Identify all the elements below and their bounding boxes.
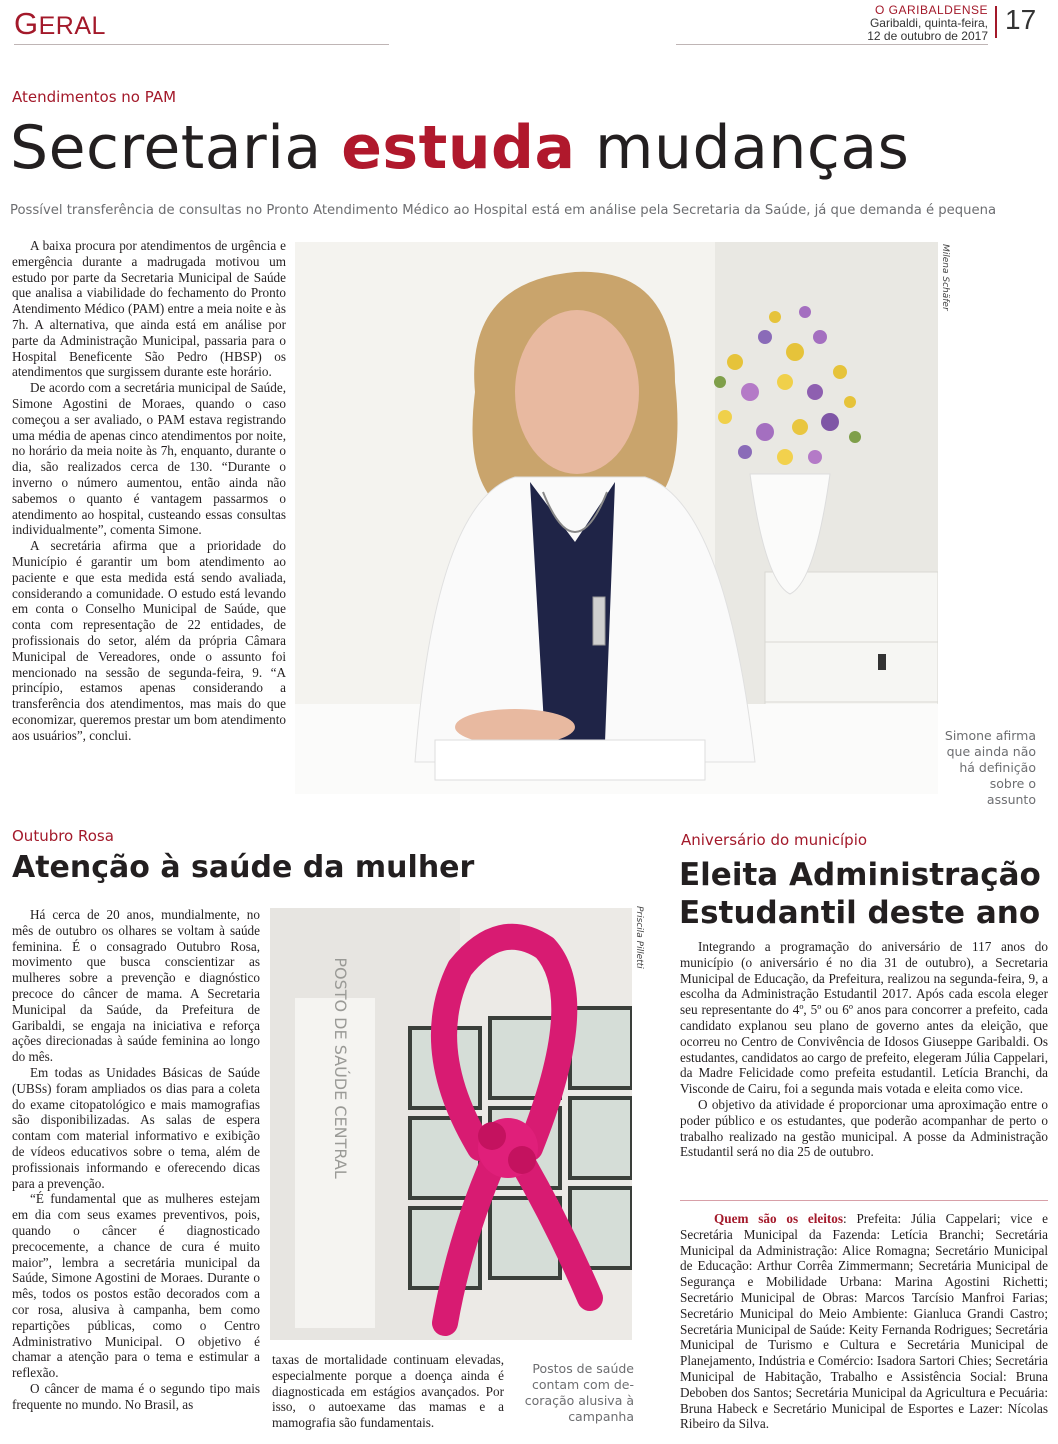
aniversario-kicker: Aniversário do município [681,831,868,849]
issue-date: 12 de outubro de 2017 [867,29,988,43]
secretary-portrait-image [295,242,938,794]
header-rule-right [676,44,988,45]
rosa-body-col1 [12,907,260,1413]
lead-body [12,238,286,744]
pink-ribbon-image [270,908,632,1340]
rosa-paragraph: Há cerca de 20 anos, mundialmente, no mês de outubro os olhares se voltam à saúde feminina. É o consagrado Outubro Rosa, movimento que busca conscientizar as mulheres sobre a prevenção e diagnóstico precoce do câncer de mama. A Secretaria Municipal da Saúde, da Prefeitura de Garibaldi, se engaja na iniciativa e reforça ações direcionadas à saúde feminina ao longo do mês. [12,907,260,1065]
lead-paragraph: A secretária afirma que a prioridade do Município é garantir um bom atendimento ao paciente e que esta medida está sendo avaliada, considerando a comunidade. O estudo está levando em conta o Conselho Municipal de Saúde, que conta com representação de 22 entidades, de profissionais do setor, além da própria Câmara Municipal de Vereadores, onde o assunto foi mencionado na sessão de segunda-feira, 9. “A princípio, estamos apenas considerando a transferência dos atendimentos, mas mais do que economizar, queremos prestar um bom atendimento aos usuários”, conclui. [12,538,286,743]
page-number: 17 [1005,4,1037,35]
rosa-paragraph: Em todas as Unidades Básicas de Saúde (UBSs) foram ampliados os dias para a coleta do exame citopatológico e mais mamografias são disponibilizadas. As salas de espera contam com material informativo e exibição de vídeos educativos sobre o tema, além de profissionais informando e oferecendo dicas para a prevenção. [12,1064,260,1191]
rosa-kicker: Outubro Rosa [12,827,114,845]
rosa-body-col2 [272,1352,504,1431]
rosa-photo [270,908,632,1340]
city-day: Garibaldi, quinta-feira, [869,16,988,30]
lead-photo [295,242,938,794]
page-number-divider [995,6,997,38]
aniversario-headline: Eleita Administração Estudantil deste ano [679,857,1041,931]
publication-name: O GARIBALDENSE [874,3,988,17]
elected-label: Quem são os eleitos [714,1211,844,1226]
lead-photo-credit: Milena Schäfer [940,244,950,311]
elected-list [680,1201,1048,1432]
lead-headline: Secretaria estuda mudanças [10,113,910,183]
lead-paragraph: A baixa procura por atendimentos de urgência e emergência durante a madrugada motivou um estudo por parte da Secretaria Municipal de Saúde que analisa a viabilidade do fechamento do Pronto Atendimento Médico (PAM) entre a meia noite e às 7h. A alternativa, que ainda está em análise por parte da Administração Municipal, passaria para o Hospital Beneficente São Pedro (HBSP) os atendimentos que surgissem durante este horário. [12,238,286,380]
aniversario-paragraph: O objetivo da atividade é proporcionar uma aproximação entre o poder público e os estudantes, que poderão acompanhar de perto o trabalho realizado na gestão municipal. A posse da Administração Estudantil será no dia 25 de outubro. [680,1096,1048,1160]
lead-photo-caption: Simone afirma que ainda não há definição sobre o assunto [944,728,1036,807]
rosa-paragraph: O câncer de mama é o segundo tipo mais frequente no mundo. No Brasil, as [12,1380,260,1412]
lead-kicker: Atendimentos no PAM [12,88,177,106]
rosa-headline: Atenção à saúde da mulher [12,850,475,885]
rosa-photo-caption: Postos de saúde contam com de- coração alusiva à campanha [524,1361,634,1424]
rosa-paragraph: taxas de mortalidade continuam elevadas, especialmente porque a doença ainda é diagnosticada em estágios avançados. Por isso, o autoexame das mamas e a mamografia são fundamentais. [272,1352,504,1431]
rosa-paragraph: “É fundamental que as mulheres estejam em dia com seus exames preventivos, pois, quando o câncer é diagnosticado precocemente, a chance de cura é muito maior”, lembra a secretária municipal da Saúde, Simone Agostini de Moraes. Durante o mês, todos os postos estão decorados com a cor rosa, alusiva à campanha, bem como repartições públicas, como o Centro Administrativo Municipal. O objetivo é chamar a atenção para o tema e estimular a reflexão. [12,1191,260,1381]
rosa-photo-credit: Priscila Pilletti [634,906,644,969]
aniversario-paragraph: Integrando a programação do aniversário de 117 anos do município (o aniversário é no dia 31 de outubro), a Secretaria Municipal de Educação, da Prefeitura, realizou na segunda-feira, 9, a escolha da Administração Estudantil 2017. Após cada escola eleger seu representante do 4º, 5º ou 6º anos para concorrer a prefeito, cada candidato explanou seu plano de governo antes da eleição, que ocorreu no Centro de Convivência de Idosos Giuseppe Garibaldi. Os estudantes, candidatos ao cargo de prefeito, elegeram Júlia Cappelari, da Madre Felicidade como prefeita estudantil. Letícia Branchi, da Visconde de Cairu, foi a segunda mais votada e eleita como vice. [680,939,1048,1097]
elected-box [680,1200,1048,1444]
lead-subhead: Possível transferência de consultas no Pronto Atendimento Médico ao Hospital está em análise pela Secretaria da Saúde, já que demanda é pequena [10,203,997,218]
aniversario-body [680,939,1048,1160]
masthead-info [867,4,988,43]
elected-text: : Prefeita: Júlia Cappelari; vice e Secretária Municipal da Fazenda: Letícia Branchi; Secretária Municipal da Administração: Alice Romagna; Secretário Municipal de Educação: Arthur Corrêa Zimmermann; Secretária Municipal de Segurança e Mobilidade Urbana: Marina Agostini Richetti; Secretário Municipal de Obras: Marcos Tarcísio Manfroi Farias; Secretário Municipal do Meio Ambiente: Gianluca Grandi Castro; Secretária Municipal de Saúde: Keity Fernanda Rodrigues; Secretária Municipal de Turismo e Cultura e Secretária Municipal de Planejamento, Indústria e Comércio: Isadora Sartori Chies; Secretária Municipal de Habitação, Trabalho e Assistência Social: Bruna Deboben dos Santos; Secretária Municipal da Agricultura e Pecuária: Bruna Habeck e Secretário Municipal de Esportes e Lazer: Nícolas Ribeiro da Silva. [680,1211,1048,1432]
section-title: GERAL [14,6,106,41]
health-post-sign-text: POSTO DE SAÚDE CENTRAL [331,957,350,1179]
lead-paragraph: De acordo com a secretária municipal de Saúde, Simone Agostini de Moraes, quando o caso começou a ser avaliado, o PAM estava registrando uma média de apenas cinco atendimentos por noite, no horário da meia noite às 7h, enquanto, durante o dia, são realizados cerca de 130. “Durante o inverno o número aumentou, então ainda não sabemos o quanto é vantagem passarmos o atendimento ao hospital, custeando essas consultas individualmente”, comenta Simone. [12,380,286,538]
header-rule-left [14,44,389,45]
